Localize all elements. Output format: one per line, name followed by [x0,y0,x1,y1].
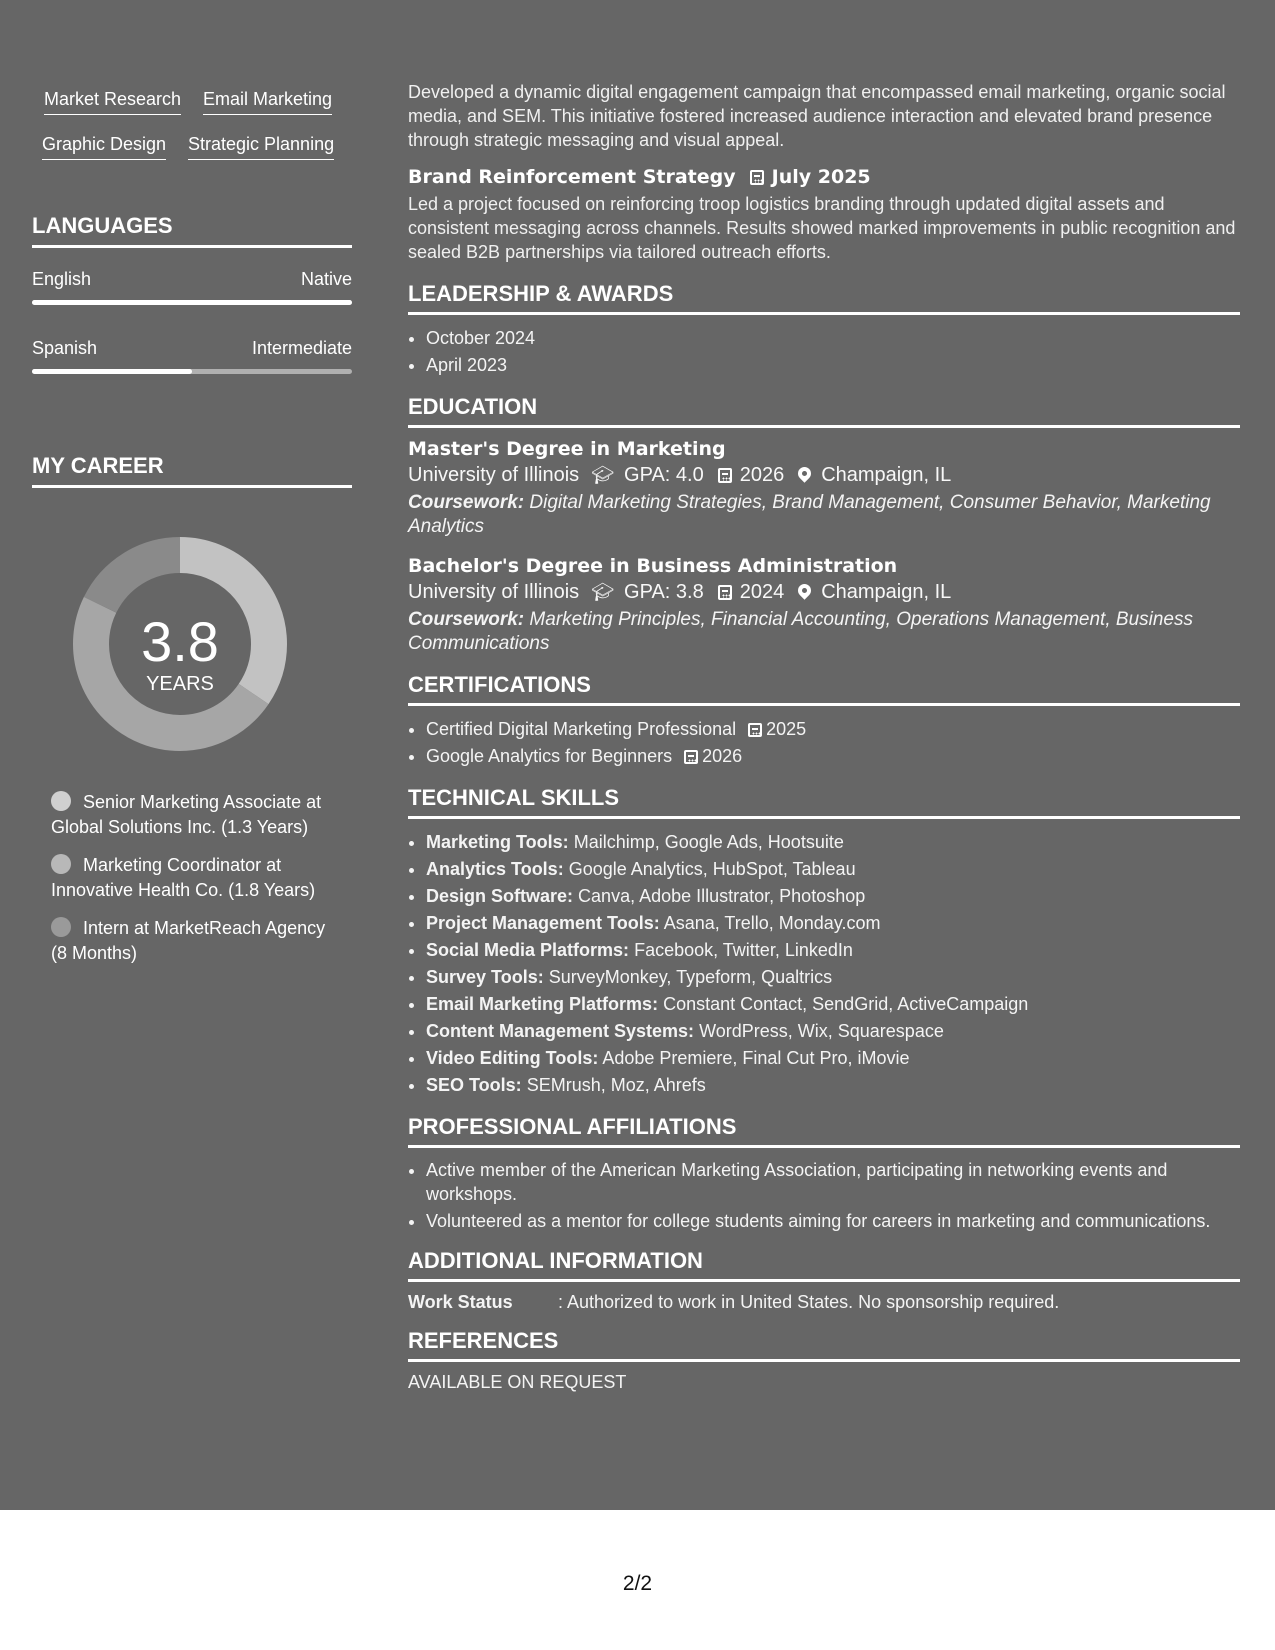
career-legend-label: Intern at MarketReach Agency (8 Months) [51,918,326,963]
technical-skills-heading: TECHNICAL SKILLS [408,785,1240,819]
graduation-year: 2026 [739,464,785,486]
skill-chip: Market Research [44,89,181,115]
list-item [426,743,1240,770]
list-item [426,937,1240,964]
language-level: Intermediate [251,338,352,358]
coursework-list: Marketing Principles, Financial Accounting, Operations Management, Business Communications [408,609,1193,654]
skill-category: SEO Tools: [426,1075,522,1095]
school-name: University of Illinois [408,464,580,486]
coursework-label: Coursework: [408,609,525,630]
skill-values: Constant Contact, SendGrid, ActiveCampaign [663,994,1029,1014]
skill-category: Social Media Platforms: [426,940,630,960]
list-item: • October 2024 [426,325,1240,352]
list-item [426,1072,1240,1099]
project-description: Led a project focused on reinforcing troop logistics branding through updated digital assets and consistent messaging across channels. Results showed marked improvements in public recognition and sealed B2B partnerships via tailored outreach efforts. [408,194,1236,262]
work-status-value: : Authorized to work in United States. No sponsorship required. [558,1292,1060,1312]
language-name: English [32,269,92,289]
calendar-icon [718,468,732,483]
skill-category: Video Editing Tools: [426,1048,599,1068]
skill-chip: Email Marketing [203,89,332,115]
language-row [32,338,352,359]
coursework-label: Coursework: [408,492,525,513]
technical-skills-list [408,829,1240,1099]
calendar-icon [718,585,732,600]
location-pin-icon [796,581,814,599]
calendar-icon [748,723,762,737]
main-content [408,80,1240,1393]
degree-title: Bachelor's Degree in Business Administration [408,555,898,577]
school-location: Champaign, IL [821,581,952,603]
coursework [408,491,1240,539]
certification-name: Google Analytics for Beginners [426,746,673,766]
skill-values: SurveyMonkey, Typeform, Qualtrics [548,967,833,987]
language-row [32,269,352,290]
education-entry [408,555,1240,656]
degree-title: Master's Degree in Marketing [408,438,726,460]
calendar-icon [750,170,764,185]
career-legend-label: Senior Marketing Associate at Global Solutions Inc. (1.3 Years) [51,792,322,837]
degree-meta [408,464,1240,487]
list-item [426,883,1240,910]
work-status-label: Work Status [408,1292,513,1312]
certifications-heading: CERTIFICATIONS [408,672,1240,706]
coursework [408,608,1240,656]
skill-chip: Strategic Planning [188,134,334,160]
skill-category: Email Marketing Platforms: [426,994,659,1014]
skill-category: Marketing Tools: [426,832,569,852]
education-entry [408,438,1240,539]
references-heading: REFERENCES [408,1328,1240,1362]
calendar-icon [684,750,698,764]
skill-values: Adobe Premiere, Final Cut Pro, iMovie [602,1048,910,1068]
skill-values: Google Analytics, HubSpot, Tableau [568,859,856,879]
language-proficiency-fill [32,369,192,374]
legend-dot-icon [51,791,71,811]
school-name: University of Illinois [408,581,580,603]
project-title: Brand Reinforcement Strategy [408,166,736,188]
language-proficiency-bar [32,300,352,305]
leadership-list [408,325,1240,379]
list-item [426,910,1240,937]
career-legend-item [51,853,341,903]
certification-year: 2025 [766,719,807,739]
career-legend-label: Marketing Coordinator at Innovative Health Co. (1.8 Years) [51,855,316,900]
skill-category: Survey Tools: [426,967,544,987]
additional-info-heading: ADDITIONAL INFORMATION [408,1248,1240,1282]
certification-name: Certified Digital Marketing Professional [426,719,737,739]
leadership-heading: LEADERSHIP & AWARDS [408,281,1240,315]
list-item [426,964,1240,991]
project-date: July 2025 [771,166,871,188]
skill-chip: Graphic Design [42,134,166,160]
career-legend-item [51,790,341,840]
graduation-cap-icon: 🎓︎ [591,465,615,485]
language-name: Spanish [32,338,98,358]
skill-values: SEMrush, Moz, Ahrefs [526,1075,706,1095]
affiliations-list [408,1158,1240,1233]
skill-values: WordPress, Wix, Squarespace [699,1021,944,1041]
list-item [426,1018,1240,1045]
career-total-value: 3.8 [141,610,219,673]
list-item [426,991,1240,1018]
skill-values: Mailchimp, Google Ads, Hootsuite [573,832,844,852]
gpa: GPA: 4.0 [624,464,704,486]
career-total-unit: YEARS [146,673,214,695]
language-proficiency-fill [32,300,352,305]
degree-meta [408,581,1240,604]
career-legend-item [51,916,341,966]
intro-description: Developed a dynamic digital engagement campaign that encompassed email marketing, organic social media, and SEM. This initiative fostered increased audience interaction and elevated brand presence through strategic messaging and visual appeal. [408,82,1226,150]
list-item [426,716,1240,743]
project-title-row [408,166,1240,188]
coursework-list: Digital Marketing Strategies, Brand Management, Consumer Behavior, Marketing Analytics [408,492,1211,537]
skill-values: Canva, Adobe Illustrator, Photoshop [578,886,866,906]
language-proficiency-bar [32,369,352,374]
work-status-row [408,1292,1240,1313]
career-heading: MY CAREER [32,453,352,488]
certifications-list [408,716,1240,770]
list-item: • Volunteered as a mentor for college students aiming for careers in marketing and communications. [426,1209,1240,1233]
list-item: • April 2023 [426,352,1240,379]
skill-values: Facebook, Twitter, LinkedIn [634,940,853,960]
languages-heading: LANGUAGES [32,213,352,248]
education-heading: EDUCATION [408,394,1240,428]
legend-dot-icon [51,917,71,937]
graduation-cap-icon: 🎓︎ [591,582,615,602]
list-item [426,1045,1240,1072]
affiliations-heading: PROFESSIONAL AFFILIATIONS [408,1114,1240,1148]
graduation-year: 2024 [739,581,785,603]
location-pin-icon [796,464,814,482]
skill-category: Content Management Systems: [426,1021,695,1041]
list-item [426,829,1240,856]
skill-category: Project Management Tools: [426,913,660,933]
career-donut-chart [64,528,296,760]
skill-values: Asana, Trello, Monday.com [663,913,881,933]
page-number: 2/2 [622,1572,653,1595]
legend-dot-icon [51,854,71,874]
list-item: • Active member of the American Marketing Association, participating in networking events and workshops. [426,1158,1240,1206]
certification-year: 2026 [702,746,743,766]
language-level: Native [300,269,352,289]
skill-category: Design Software: [426,886,574,906]
school-location: Champaign, IL [821,464,952,486]
career-legend [51,790,341,979]
gpa: GPA: 3.8 [624,581,704,603]
references-text: AVAILABLE ON REQUEST [408,1372,627,1392]
list-item [426,856,1240,883]
skill-category: Analytics Tools: [426,859,564,879]
